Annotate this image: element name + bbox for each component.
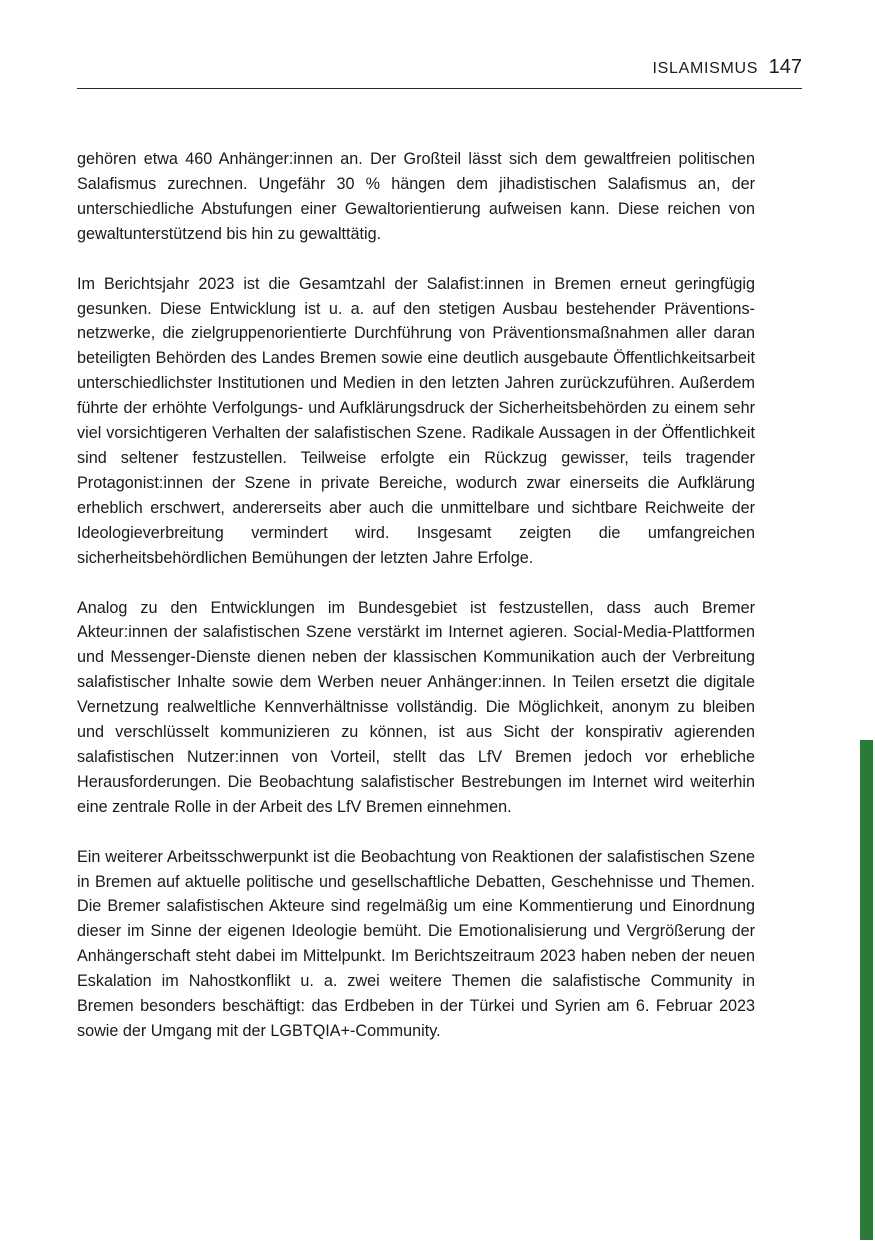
paragraph: gehören etwa 460 Anhänger:innen an. Der Großteil lässt sich dem gewaltfreien politischen Salafismus zurechnen. Ungefähr 30 % hängen dem jihadistischen Salafismus an, der unterschiedliche Abstufungen einer Gewaltorientierung aufweisen kann. Diese reichen von gewaltunterstützend bis hin zu gewalttätig. bbox=[77, 150, 755, 243]
paragraph: Analog zu den Entwicklungen im Bundesgebiet ist festzustellen, dass auch Bremer Akteur:innen der salafistischen Szene verstärkt im Internet agieren. Social-Media-Plattformen und Messenger-Dienste dienen neben der klassischen Kommunikation auch der Verbreitung salafistischer Inhalte sowie dem Werben neuer Anhänger:innen. In Teilen ersetzt die digitale Vernetzung realweltliche Kennverhältnisse vollständig. Die Möglichkeit, anonym zu bleiben und verschlüsselt kommunizieren zu können, ist aus Sicht der konspirativ agierenden salafistischen Nutzer:innen von Vorteil, stellt das LfV Bremen jedoch vor erhebliche Herausforderungen. Die Beobachtung salafistischer Bestrebungen im Internet wird weiterhin eine zentrale Rolle in der Arbeit des LfV Bremen einnehmen. bbox=[77, 598, 755, 816]
page-number: 147 bbox=[768, 56, 802, 78]
paragraph: Ein weiterer Arbeitsschwerpunkt ist die Beobachtung von Reaktionen der salafistischen Szene in Bremen auf aktuelle politische und gesellschaftliche Debatten, Geschehnisse und Themen. Die Bremer salafistischen Akteure sind regelmäßig um eine Kommentierung und Einordnung dieser im Sinne der eigenen Ideologie bemüht. Die Emotionalisierung und Vergrößerung der Anhängerschaft steht dabei im Mittelpunkt. Im Berichtszeitraum 2023 haben neben der neuen Eskalation im Nahostkonflikt u. a. zwei weitere Themen die salafistische Community in Bremen besonders beschäftigt: das Erdbeben in der Türkei und Syrien am 6. Februar 2023 sowie der Umgang mit der LGBTQIA+-Community. bbox=[77, 847, 755, 1040]
body-text bbox=[77, 147, 755, 1069]
running-header bbox=[77, 56, 802, 89]
chapter-color-bar bbox=[860, 740, 873, 1240]
section-title: ISLAMISMUS bbox=[652, 60, 759, 77]
paragraph: Im Berichtsjahr 2023 ist die Gesamtzahl der Salafist:innen in Bremen erneut geringfügig gesunken. Diese Entwicklung ist u. a. auf den stetigen Ausbau bestehender Präventionsnetzwerke, die zielgruppenorientierte Durchführung von Präventionsmaßnahmen aller daran beteiligten Behörden des Landes Bremen sowie eine deutlich ausgebaute Öffentlichkeitsarbeit unterschiedlichster Institutionen und Medien in den letzten Jahren zurückzuführen. Außerdem führte der erhöhte Verfolgungs- und Aufklärungsdruck der Sicherheitsbehörden zu einem sehr viel vorsichtigeren Verhalten der salafistischen Szene. Radikale Aussagen in der Öffentlichkeit sind seltener festzustellen. Teilweise erfolgte ein Rückzug gewisser, teils tragender Protagonist:innen der Szene in private Bereiche, wodurch zwar einerseits die Aufklärung erheblich erschwert, andererseits aber auch die unmittelbare und sichtbare Reichweite der Ideologieverbreitung vermindert wird. Insgesamt zeigten die umfangreichen sicherheitsbehördlichen Bemühungen der letzten Jahre Erfolge. bbox=[77, 274, 755, 567]
